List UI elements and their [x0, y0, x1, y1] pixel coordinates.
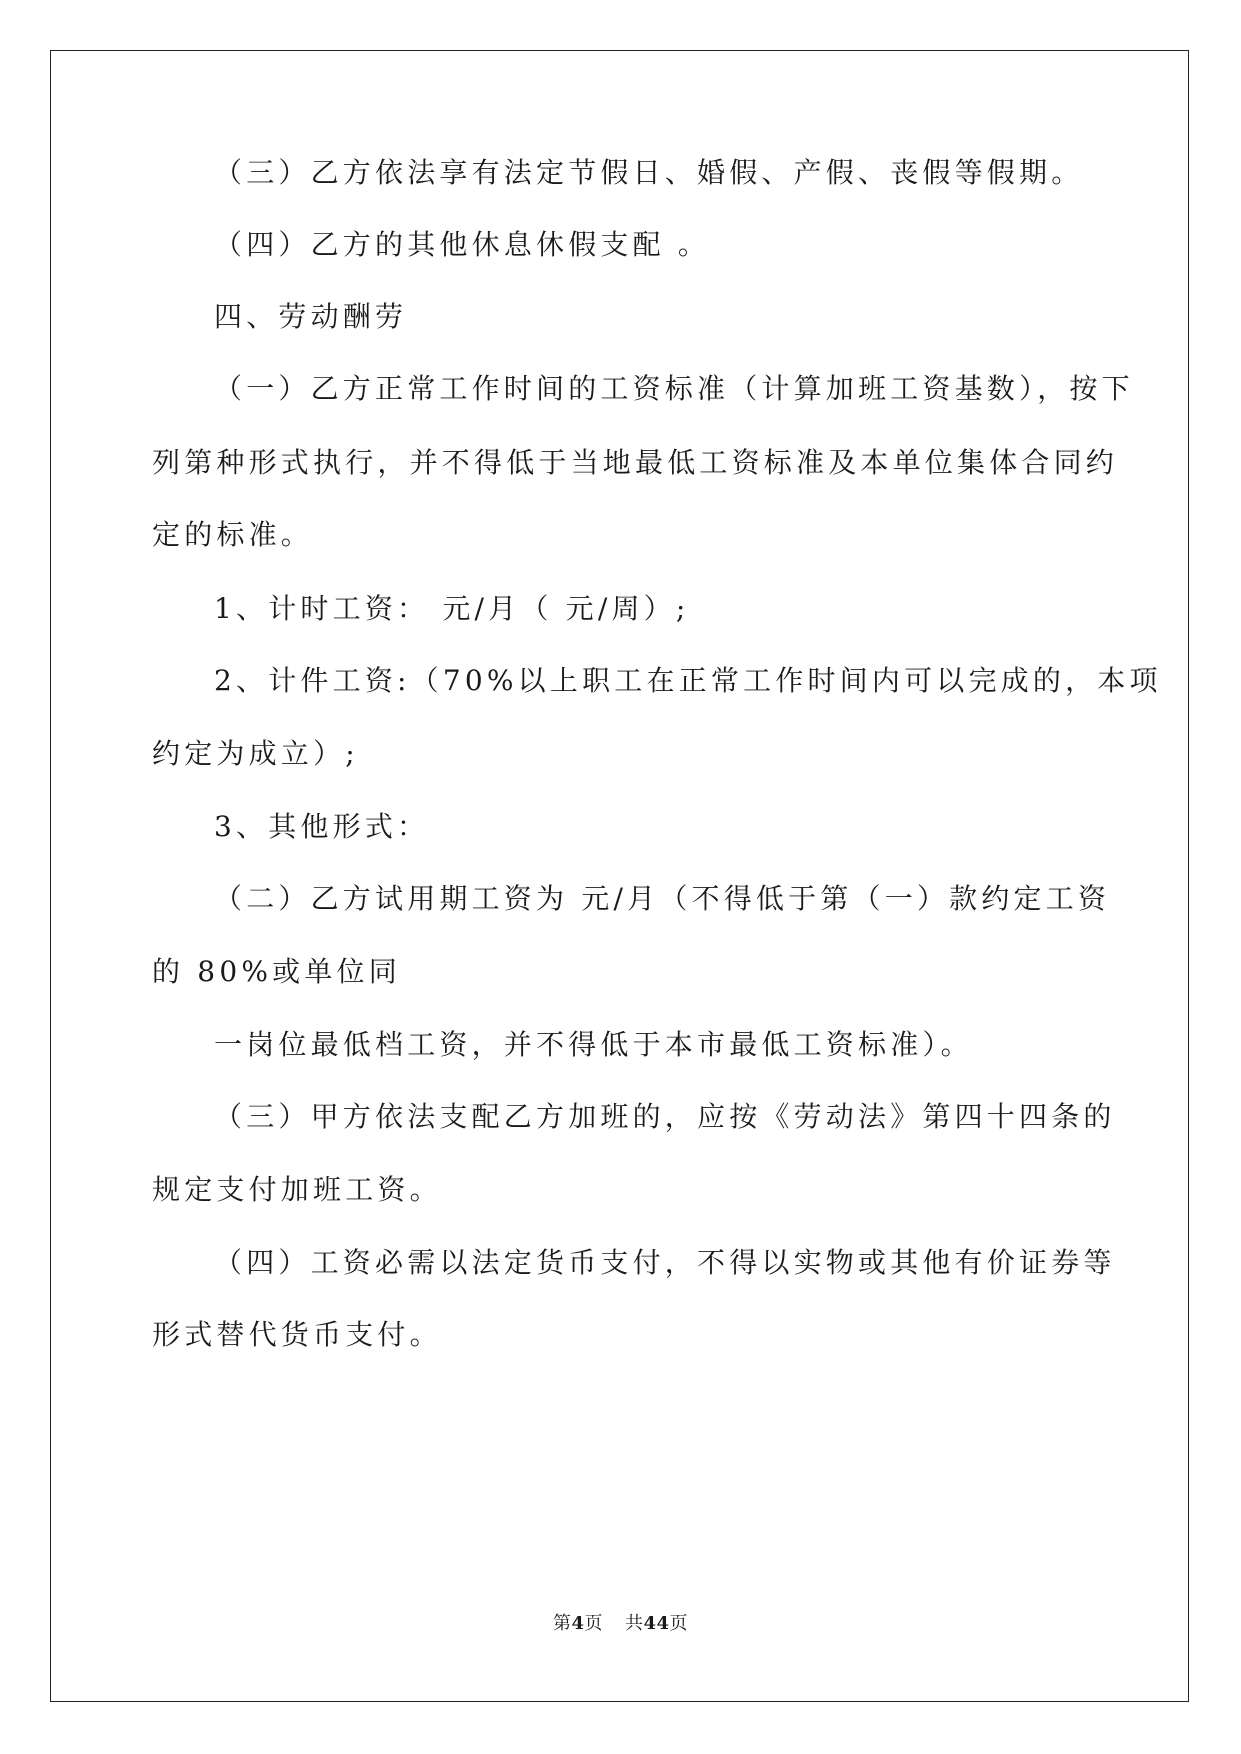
paragraph-line: 的 80%或单位同 [152, 955, 401, 988]
section-heading: 四、劳动酬劳 [214, 300, 408, 333]
paragraph-line: （一）乙方正常工作时间的工资标准（计算加班工资基数），按下 [214, 372, 1134, 405]
paragraph-line: 约定为成立）; [152, 737, 359, 770]
paragraph-line: 2、计件工资:（70%以上职工在正常工作时间内可以完成的，本项 [214, 664, 1162, 697]
paragraph-line: （四）工资必需以法定货币支付，不得以实物或其他有价证券等 [214, 1246, 1116, 1279]
paragraph-line: （四）乙方的其他休息休假支配 。 [214, 228, 711, 261]
paragraph-line: 规定支付加班工资。 [152, 1173, 442, 1206]
paragraph-line: 形式替代货币支付。 [152, 1318, 442, 1351]
page-number: 4 [571, 1613, 585, 1634]
paragraph-line: 1、计时工资： 元/月（ 元/周）; [214, 592, 690, 625]
page-footer [0, 1612, 1241, 1636]
footer-total-suffix: 页 [669, 1613, 689, 1634]
paragraph-line: （三）甲方依法支配乙方加班的，应按《劳动法》第四十四条的 [214, 1100, 1116, 1133]
paragraph-line: 一岗位最低档工资，并不得低于本市最低工资标准）。 [214, 1028, 973, 1061]
footer-page-suffix: 页 [584, 1613, 603, 1634]
paragraph-line: 3、其他形式： [214, 810, 430, 843]
paragraph-line: 列第种形式执行，并不得低于当地最低工资标准及本单位集体合同约 [152, 446, 1119, 479]
paragraph-line: （二）乙方试用期工资为 元/月（不得低于第（一）款约定工资 [214, 882, 1111, 915]
total-pages: 44 [643, 1613, 670, 1634]
footer-prefix: 第 [552, 1613, 572, 1634]
paragraph-line: 定的标准。 [152, 518, 314, 551]
footer-total-prefix: 共 [624, 1613, 644, 1634]
paragraph-line: （三）乙方依法享有法定节假日、婚假、产假、丧假等假期。 [214, 156, 1084, 189]
